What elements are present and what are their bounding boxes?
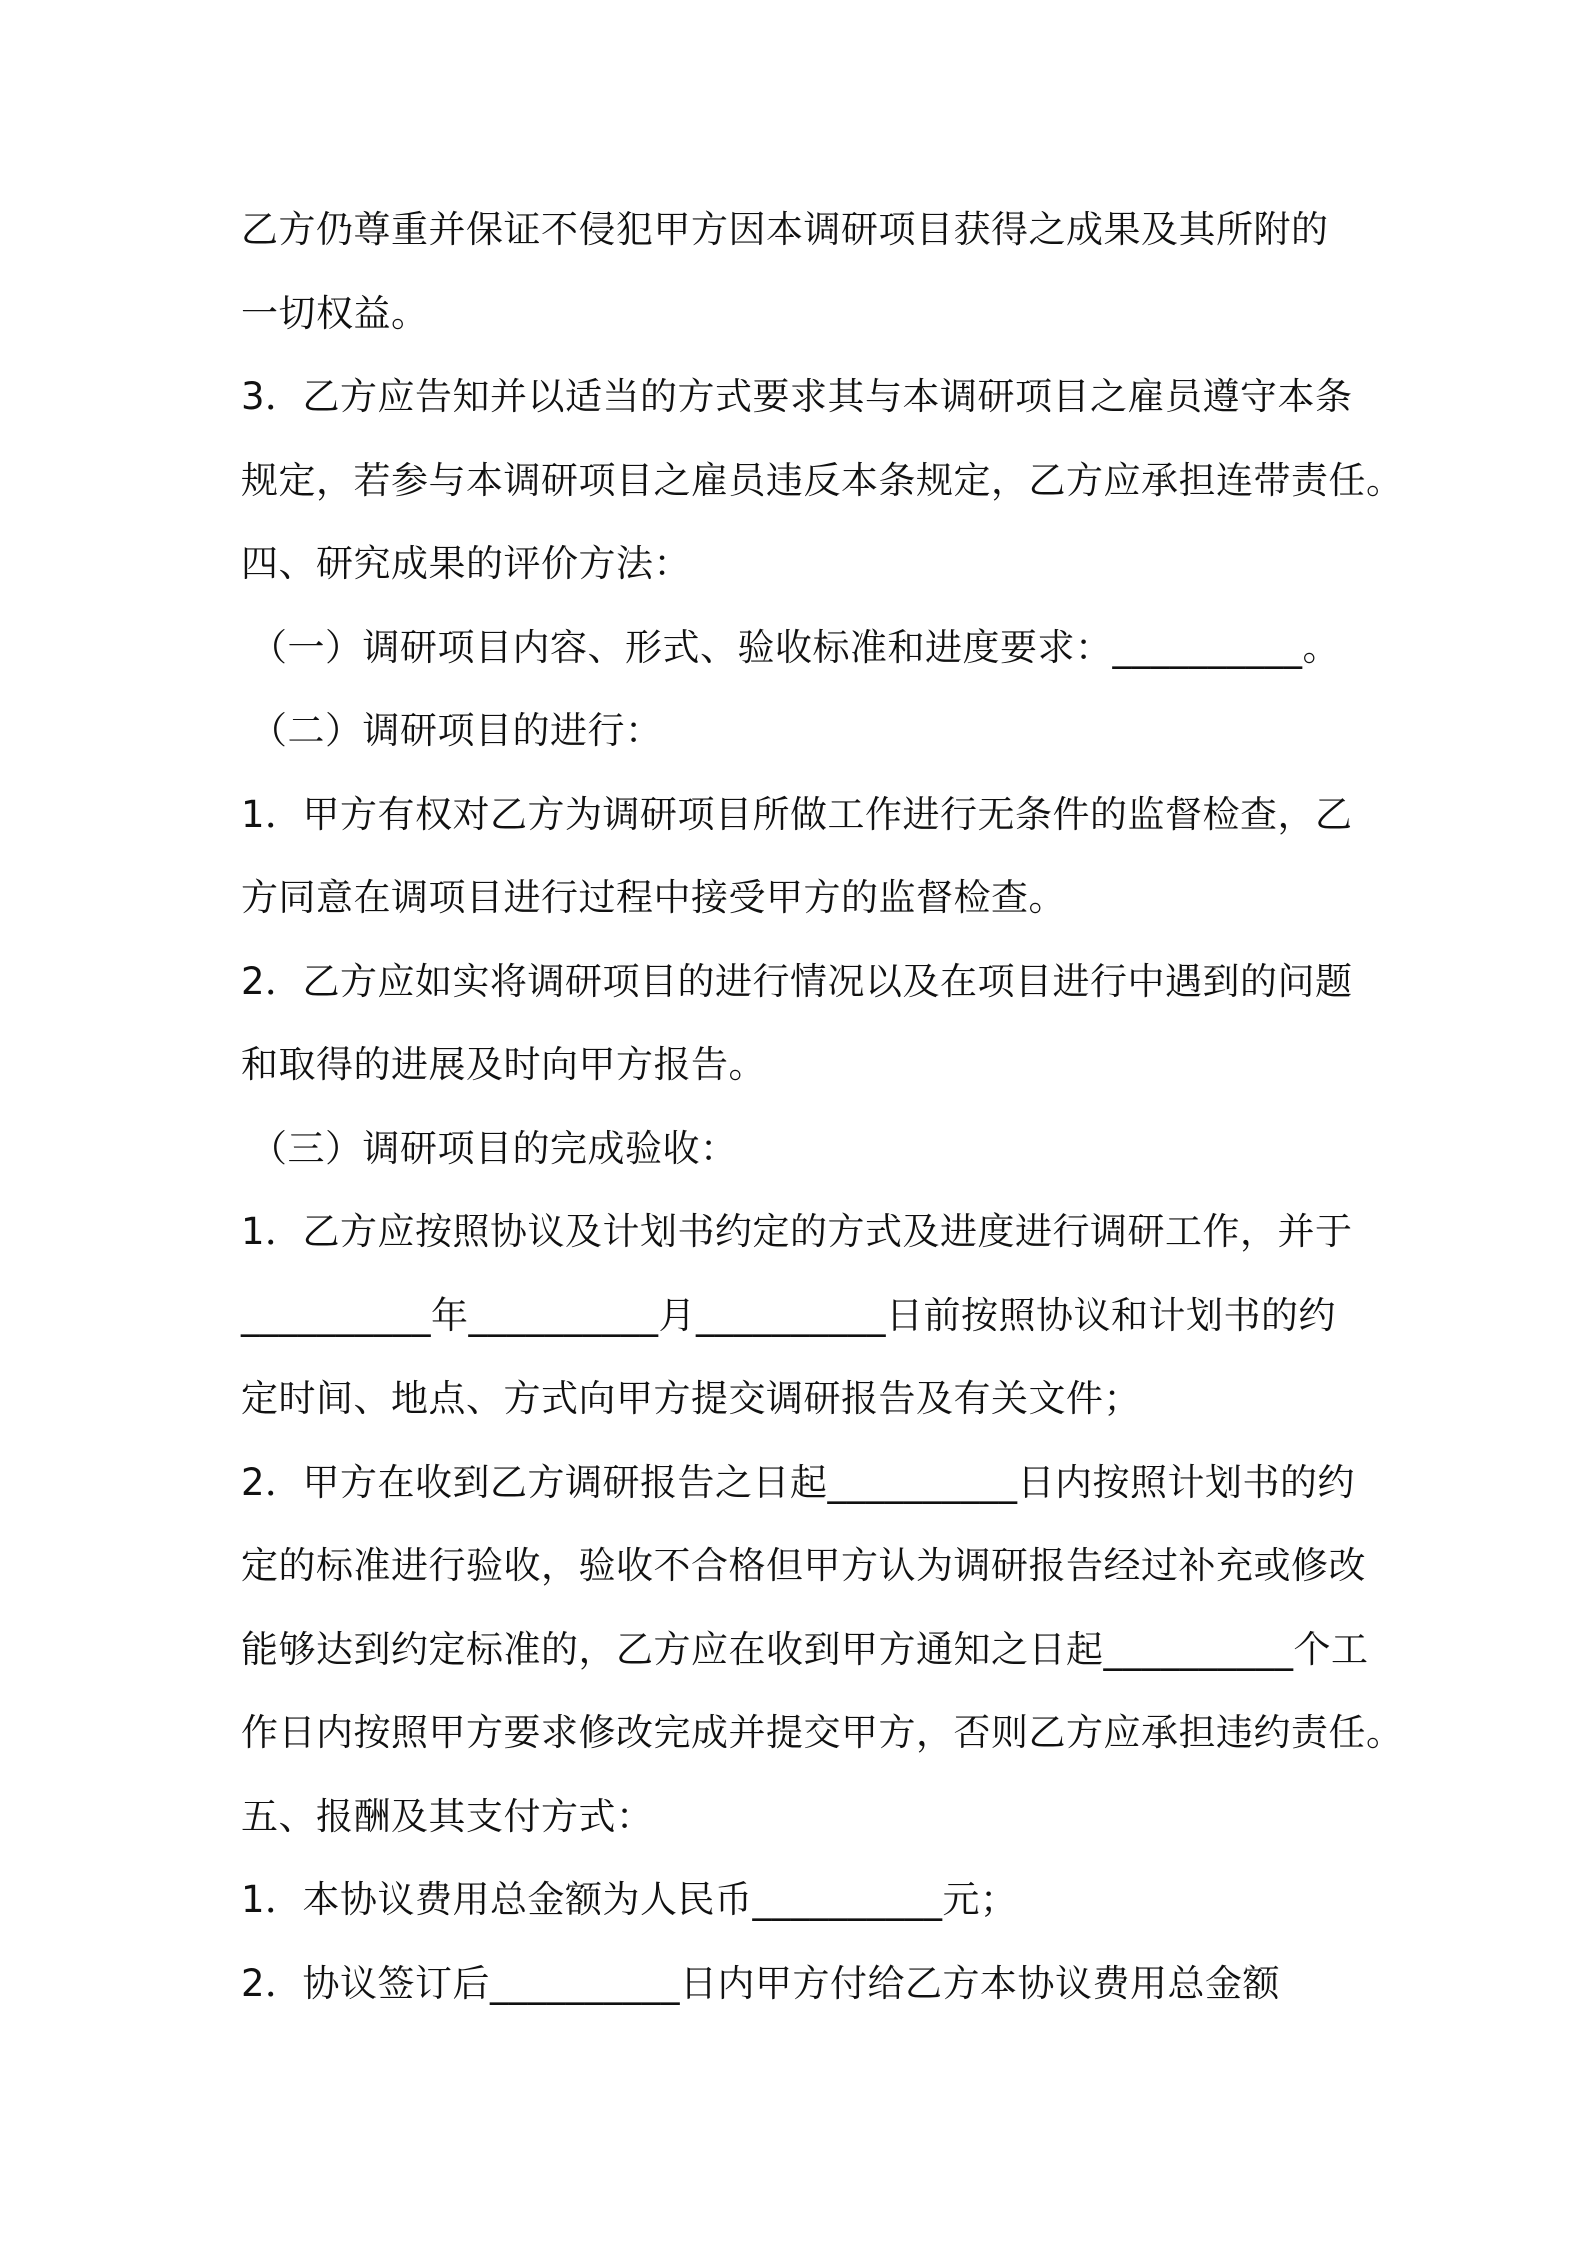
text-line: 和取得的进展及时向甲方报告。 bbox=[241, 1043, 766, 1086]
text-line: __________年__________月__________日前按照协议和计划书的约 bbox=[241, 1294, 1336, 1337]
text-line: 定时间、地点、方式向甲方提交调研报告及有关文件； bbox=[241, 1377, 1141, 1420]
text-line: 定的标准进行验收，验收不合格但甲方认为调研报告经过补充或修改 bbox=[241, 1544, 1366, 1587]
text-line: 1．乙方应按照协议及计划书约定的方式及进度进行调研工作，并于 bbox=[241, 1210, 1353, 1253]
text-line: 作日内按照甲方要求修改完成并提交甲方，否则乙方应承担违约责任。 bbox=[241, 1711, 1404, 1754]
text-line: 2．乙方应如实将调研项目的进行情况以及在项目进行中遇到的问题 bbox=[241, 960, 1353, 1003]
text-line: 规定，若参与本调研项目之雇员违反本条规定，乙方应承担连带责任。 bbox=[241, 459, 1404, 502]
text-line: 一切权益。 bbox=[241, 292, 429, 335]
text-line: 2．协议签订后__________日内甲方付给乙方本协议费用总金额 bbox=[241, 1962, 1281, 2005]
text-line: 3．乙方应告知并以适当的方式要求其与本调研项目之雇员遵守本条 bbox=[241, 375, 1353, 418]
text-line: 方同意在调项目进行过程中接受甲方的监督检查。 bbox=[241, 876, 1066, 919]
text-line: 1．甲方有权对乙方为调研项目所做工作进行无条件的监督检查，乙 bbox=[241, 793, 1353, 836]
text-line: 1．本协议费用总金额为人民币__________元； bbox=[241, 1878, 1018, 1921]
text-line: 能够达到约定标准的，乙方应在收到甲方通知之日起__________个工 bbox=[241, 1628, 1369, 1671]
subsection-heading: （三）调研项目的完成验收： bbox=[250, 1127, 738, 1170]
section-heading: 五、报酬及其支付方式： bbox=[241, 1795, 654, 1838]
text-line: 乙方仍尊重并保证不侵犯甲方因本调研项目获得之成果及其所附的 bbox=[241, 208, 1329, 251]
section-heading: 四、研究成果的评价方法： bbox=[241, 542, 691, 585]
subsection-heading: （二）调研项目的进行： bbox=[250, 709, 663, 752]
text-line: 2．甲方在收到乙方调研报告之日起__________日内按照计划书的约 bbox=[241, 1461, 1356, 1504]
subsection-heading: （一）调研项目内容、形式、验收标准和进度要求：__________。 bbox=[250, 626, 1340, 669]
